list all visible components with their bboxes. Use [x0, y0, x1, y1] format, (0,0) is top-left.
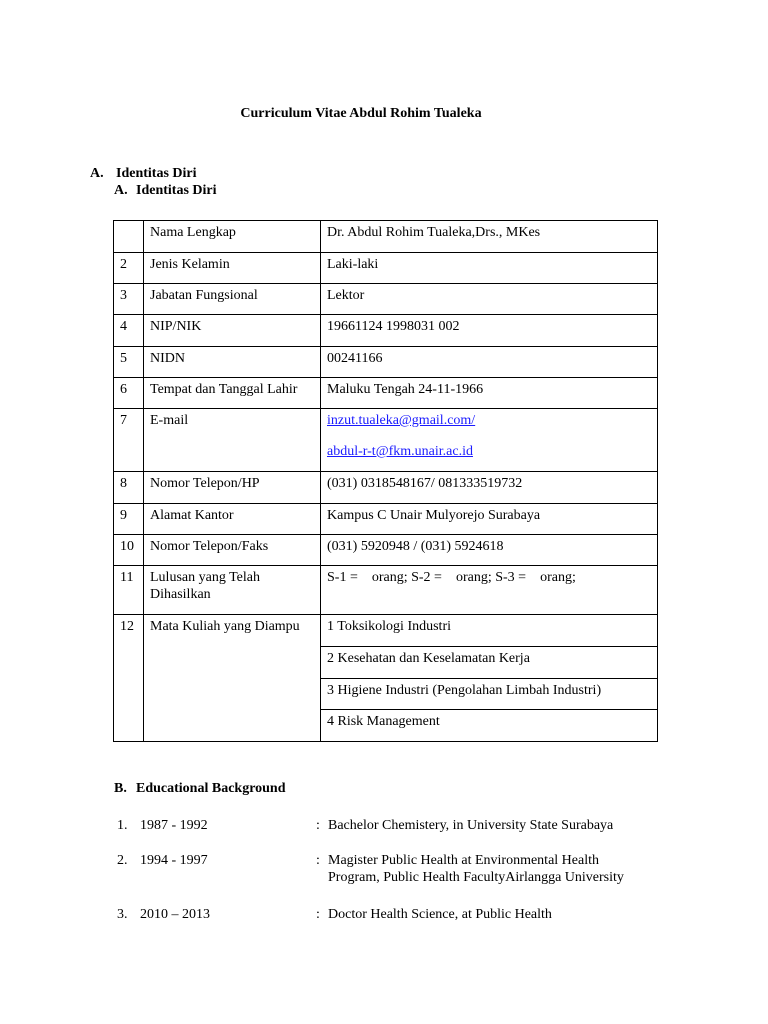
- row-field: Lulusan yang Telah Dihasilkan: [144, 566, 321, 615]
- section-b-label: Educational Background: [136, 781, 286, 796]
- row-number: [114, 221, 144, 253]
- section-a-label: Identitas Diri: [116, 166, 197, 181]
- edu-number: 2.: [117, 853, 128, 868]
- email-link-secondary[interactable]: abdul-r-t@fkm.unair.ac.id: [327, 444, 473, 459]
- row-value: Dr. Abdul Rohim Tualeka,Drs., MKes: [321, 221, 658, 253]
- table-row: [114, 378, 658, 409]
- row-number: 11: [114, 566, 144, 615]
- table-row: [114, 535, 658, 566]
- edu-years: 2010 – 2013: [140, 907, 210, 922]
- table-row: [114, 504, 658, 535]
- row-field: NIP/NIK: [144, 315, 321, 347]
- section-a-heading: [90, 166, 197, 182]
- row-field: Nama Lengkap: [144, 221, 321, 253]
- row-value: Laki-laki: [321, 253, 658, 284]
- row-field: NIDN: [144, 347, 321, 378]
- row-value: 00241166: [321, 347, 658, 378]
- edu-number: 1.: [117, 818, 128, 833]
- section-a-heading-repeat: [114, 183, 217, 199]
- row-value: Kampus C Unair Mulyorejo Surabaya: [321, 504, 658, 535]
- edu-separator: :: [316, 853, 320, 868]
- identity-table: [113, 220, 658, 742]
- section-b-heading: [114, 781, 286, 797]
- table-row: [114, 615, 658, 647]
- edu-description: Bachelor Chemistery, in University State Surabaya: [328, 818, 614, 833]
- row-number: 3: [114, 284, 144, 315]
- row-field: Nomor Telepon/HP: [144, 472, 321, 504]
- row-field: Nomor Telepon/Faks: [144, 535, 321, 566]
- row-value: (031) 0318548167/ 081333519732: [321, 472, 658, 504]
- section-a-letter: A.: [90, 166, 104, 181]
- edu-years: 1994 - 1997: [140, 853, 208, 868]
- section-b-letter: B.: [114, 781, 127, 796]
- row-value: S-1 = orang; S-2 = orang; S-3 = orang;: [321, 566, 658, 615]
- row-number: 7: [114, 409, 144, 472]
- row-field: Jabatan Fungsional: [144, 284, 321, 315]
- section-a-letter-repeat: A.: [114, 183, 128, 198]
- row-number: 5: [114, 347, 144, 378]
- table-row: [114, 315, 658, 347]
- course-item: 3 Higiene Industri (Pengolahan Limbah Industri): [321, 679, 658, 710]
- row-value-email: [321, 409, 658, 472]
- edu-description: Magister Public Health at Environmental Health Program, Public Health FacultyAirlangga University: [328, 853, 624, 885]
- edu-description: Doctor Health Science, at Public Health: [328, 907, 552, 922]
- table-row: [114, 253, 658, 284]
- table-row: [114, 566, 658, 615]
- course-item: 4 Risk Management: [321, 710, 658, 742]
- course-item: 1 Toksikologi Industri: [321, 615, 658, 647]
- email-link-primary[interactable]: inzut.tualeka@gmail.com/: [327, 413, 476, 428]
- section-a-label-repeat: Identitas Diri: [136, 183, 217, 198]
- row-number: 2: [114, 253, 144, 284]
- row-field: Jenis Kelamin: [144, 253, 321, 284]
- row-field: E-mail: [144, 409, 321, 472]
- table-row: [114, 221, 658, 253]
- edu-separator: :: [316, 907, 320, 922]
- row-value: Lektor: [321, 284, 658, 315]
- row-number: 8: [114, 472, 144, 504]
- row-number: 9: [114, 504, 144, 535]
- edu-years: 1987 - 1992: [140, 818, 208, 833]
- row-number: 6: [114, 378, 144, 409]
- row-value: 19661124 1998031 002: [321, 315, 658, 347]
- row-number: 4: [114, 315, 144, 347]
- row-field: Alamat Kantor: [144, 504, 321, 535]
- table-row: [114, 409, 658, 472]
- row-field: Tempat dan Tanggal Lahir: [144, 378, 321, 409]
- row-field: Mata Kuliah yang Diampu: [144, 615, 321, 742]
- page-title: Curriculum Vitae Abdul Rohim Tualeka: [240, 106, 482, 121]
- row-number: 10: [114, 535, 144, 566]
- edu-separator: :: [316, 818, 320, 833]
- course-item: 2 Kesehatan dan Keselamatan Kerja: [321, 647, 658, 679]
- edu-number: 3.: [117, 907, 128, 922]
- table-row: [114, 472, 658, 504]
- table-row: [114, 347, 658, 378]
- table-row: [114, 284, 658, 315]
- row-value: (031) 5920948 / (031) 5924618: [321, 535, 658, 566]
- row-number: 12: [114, 615, 144, 742]
- row-value: Maluku Tengah 24-11-1966: [321, 378, 658, 409]
